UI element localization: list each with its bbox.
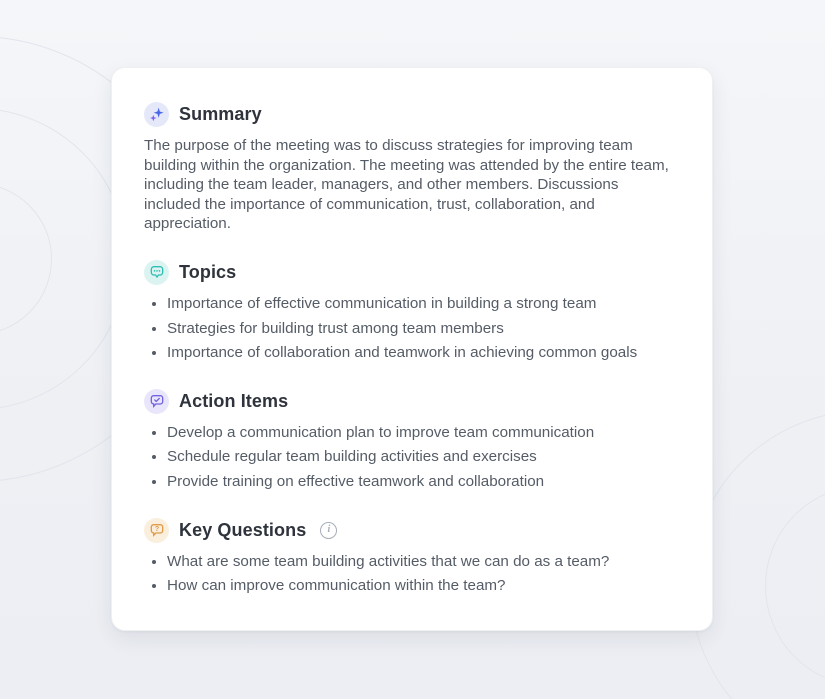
list-item: • Develop a communication plan to improve team communication [167,423,680,443]
list-item: • Schedule regular team building activities and exercises [167,447,680,467]
section-key-questions [144,518,680,596]
section-action-items-title: Action Items [179,390,289,411]
svg-text:?: ? [154,526,159,534]
info-icon[interactable]: i [320,522,337,539]
list-item: • What are some team building activities that we can do as a team? [167,552,680,572]
list-item: • Importance of effective communication in building a strong team [167,294,680,314]
section-summary-header [144,102,680,127]
chat-dots-icon [144,260,169,285]
section-topics-title: Topics [179,261,237,282]
list-item: • Importance of collaboration and teamwork in achieving common goals [167,343,680,363]
section-key-questions-title: Key Questions [179,519,307,540]
meeting-summary-card [111,67,713,631]
decorative-circle [765,485,825,687]
section-summary-title: Summary [179,104,262,124]
decorative-circle [0,108,127,410]
list-item: • Strategies for building trust among team members [167,319,680,339]
summary-paragraph: The purpose of the meeting was to discuss strategies for improving team building within the organization. The meeting was attended by the entire team, including the team leader, managers, and other members. Discussions included the importance of communication, trust, collaboration, and appreciation. [144,137,669,233]
list-item: • How can improve communication within the team? [167,576,680,596]
section-topics-header [144,260,680,285]
action-items-list [144,423,680,492]
chat-check-icon [144,389,169,414]
section-summary [144,102,680,234]
list-item: • Provide training on effective teamwork and collaboration [167,472,680,492]
section-action-items-header [144,389,680,414]
key-questions-list [144,552,680,596]
section-key-questions-header [144,518,680,543]
decorative-circle [0,183,52,335]
sparkles-icon [144,102,169,127]
section-topics [144,260,680,363]
topics-list [144,294,680,363]
section-action-items [144,389,680,492]
chat-question-icon [144,518,169,543]
